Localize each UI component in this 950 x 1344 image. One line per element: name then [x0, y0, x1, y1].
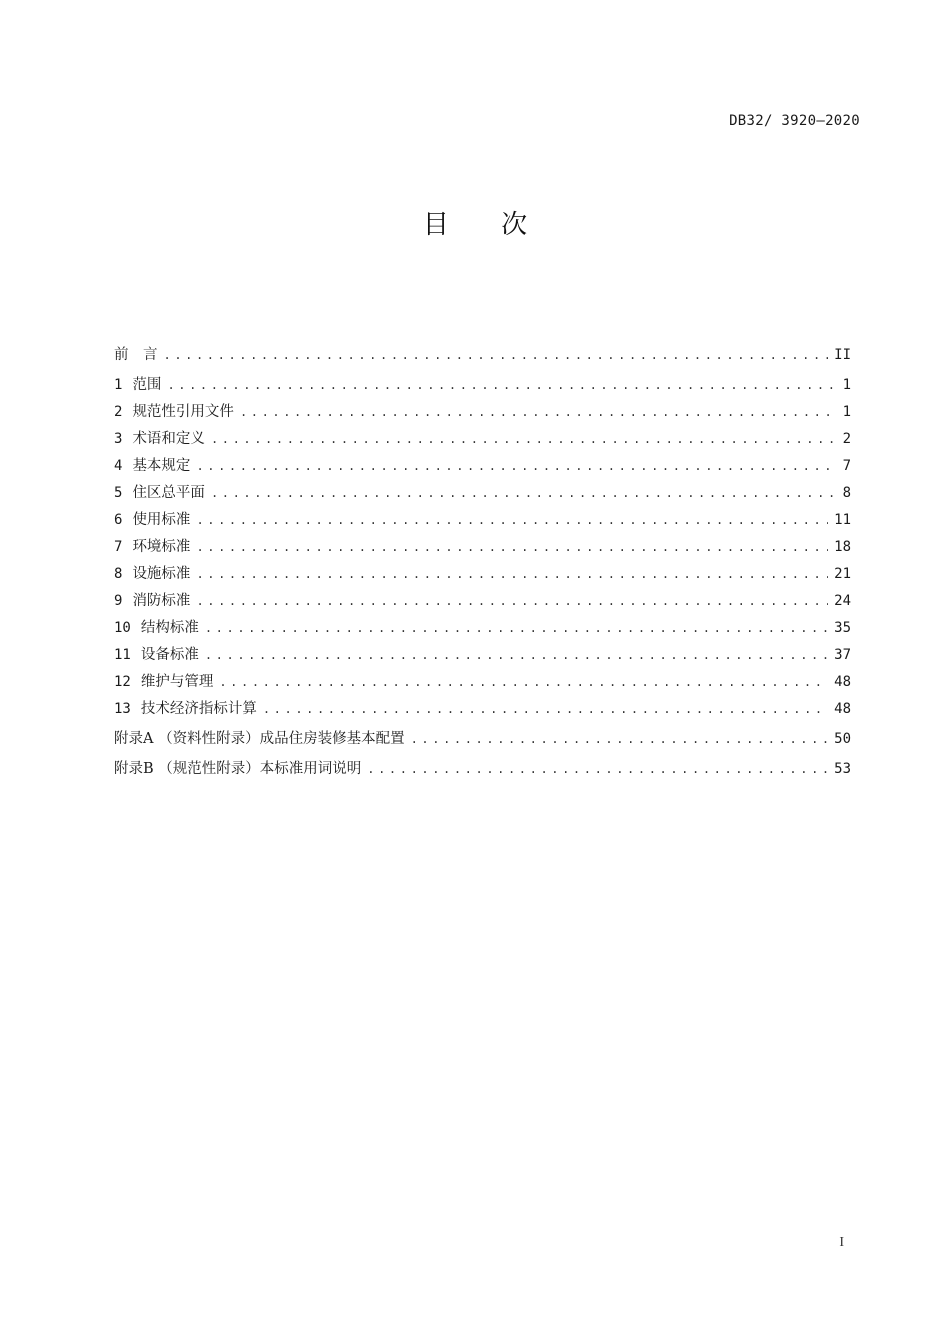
- toc-entry-9[interactable]: [114, 588, 851, 615]
- toc-entry-label: 住区总平面: [132, 485, 205, 501]
- toc-entry-page: 2: [842, 431, 851, 447]
- toc-entry-appendix-a[interactable]: [114, 726, 851, 753]
- toc-entry-page: 8: [842, 485, 851, 501]
- toc-entry-label: 消防标准: [132, 593, 191, 609]
- toc-leader-dots: [411, 726, 829, 753]
- toc-entry-number: 11: [114, 647, 131, 663]
- toc-leader-dots: [205, 615, 828, 642]
- toc-entry-page: 7: [842, 458, 851, 474]
- toc-entry-page: 48: [834, 674, 851, 690]
- toc-entry-number: 12: [114, 674, 131, 690]
- toc-entry-number: 1: [114, 377, 123, 393]
- toc-entry-page: 37: [834, 647, 851, 663]
- toc-entry-label: 范围: [132, 377, 162, 393]
- toc-entry-label: 环境标准: [132, 539, 191, 555]
- toc-entry-number: 13: [114, 701, 131, 717]
- toc-entry-number: 8: [114, 566, 123, 582]
- toc-leader-dots: [196, 453, 836, 480]
- toc-entry-foreword[interactable]: [114, 342, 851, 369]
- toc-entry-page: 48: [834, 701, 851, 717]
- toc-entry-3[interactable]: [114, 426, 851, 453]
- toc-entry-page: II: [834, 347, 851, 363]
- toc-entry-number: 10: [114, 620, 131, 636]
- toc-entry-page: 21: [834, 566, 851, 582]
- toc-leader-dots: [164, 342, 829, 369]
- toc-entry-page: 18: [834, 539, 851, 555]
- toc-entry-page: 1: [842, 377, 851, 393]
- toc-entry-7[interactable]: [114, 534, 851, 561]
- toc-entry-appendix-b[interactable]: [114, 756, 851, 783]
- toc-entry-number: 6: [114, 512, 123, 528]
- toc-entry-page: 11: [834, 512, 851, 528]
- toc-entry-4[interactable]: [114, 453, 851, 480]
- document-code: DB32/ 3920—2020: [729, 113, 860, 129]
- toc-entry-number: 9: [114, 593, 123, 609]
- toc-entry-label: 使用标准: [132, 512, 191, 528]
- toc-entry-8[interactable]: [114, 561, 851, 588]
- toc-leader-dots: [219, 669, 828, 696]
- toc-entry-label: 设备标准: [140, 647, 199, 663]
- toc-entry-11[interactable]: [114, 642, 851, 669]
- toc-entry-page: 1: [842, 404, 851, 420]
- toc-entry-number: 3: [114, 431, 123, 447]
- toc-entry-1[interactable]: [114, 372, 851, 399]
- toc-entry-13[interactable]: [114, 696, 851, 723]
- toc-entry-number: 4: [114, 458, 123, 474]
- toc-entry-page: 50: [834, 731, 851, 747]
- toc-leader-dots: [367, 756, 828, 783]
- toc-entry-label: 技术经济指标计算: [140, 701, 257, 717]
- toc-leader-dots: [211, 426, 837, 453]
- toc-entry-5[interactable]: [114, 480, 851, 507]
- toc-entry-label: 附录A （资料性附录）成品住房装修基本配置: [114, 731, 405, 747]
- toc-entry-label: 设施标准: [132, 566, 191, 582]
- page-title: 目 次: [422, 210, 550, 240]
- toc-leader-dots: [263, 696, 828, 723]
- page-number: I: [839, 1235, 844, 1250]
- toc-entry-number: 2: [114, 404, 123, 420]
- table-of-contents: [114, 342, 851, 783]
- toc-leader-dots: [196, 588, 828, 615]
- toc-entry-label: 规范性引用文件: [132, 404, 234, 420]
- toc-entry-label: 术语和定义: [132, 431, 205, 447]
- toc-leader-dots: [196, 507, 828, 534]
- toc-entry-label: 基本规定: [132, 458, 191, 474]
- toc-entry-page: 35: [834, 620, 851, 636]
- toc-leader-dots: [196, 534, 828, 561]
- toc-leader-dots: [196, 561, 828, 588]
- toc-entry-12[interactable]: [114, 669, 851, 696]
- toc-entry-number: 7: [114, 539, 123, 555]
- toc-entry-label: 附录B （规范性附录）本标准用词说明: [114, 761, 362, 777]
- toc-leader-dots: [205, 642, 828, 669]
- toc-entry-6[interactable]: [114, 507, 851, 534]
- toc-leader-dots: [240, 399, 837, 426]
- toc-entry-10[interactable]: [114, 615, 851, 642]
- toc-leader-dots: [167, 372, 836, 399]
- toc-entry-page: 24: [834, 593, 851, 609]
- toc-entry-label: 结构标准: [140, 620, 199, 636]
- toc-entry-page: 53: [834, 761, 851, 777]
- toc-leader-dots: [211, 480, 837, 507]
- toc-entry-label: 维护与管理: [140, 674, 214, 690]
- toc-entry-2[interactable]: [114, 399, 851, 426]
- toc-entry-label: 前 言: [114, 347, 158, 363]
- toc-entry-number: 5: [114, 485, 123, 501]
